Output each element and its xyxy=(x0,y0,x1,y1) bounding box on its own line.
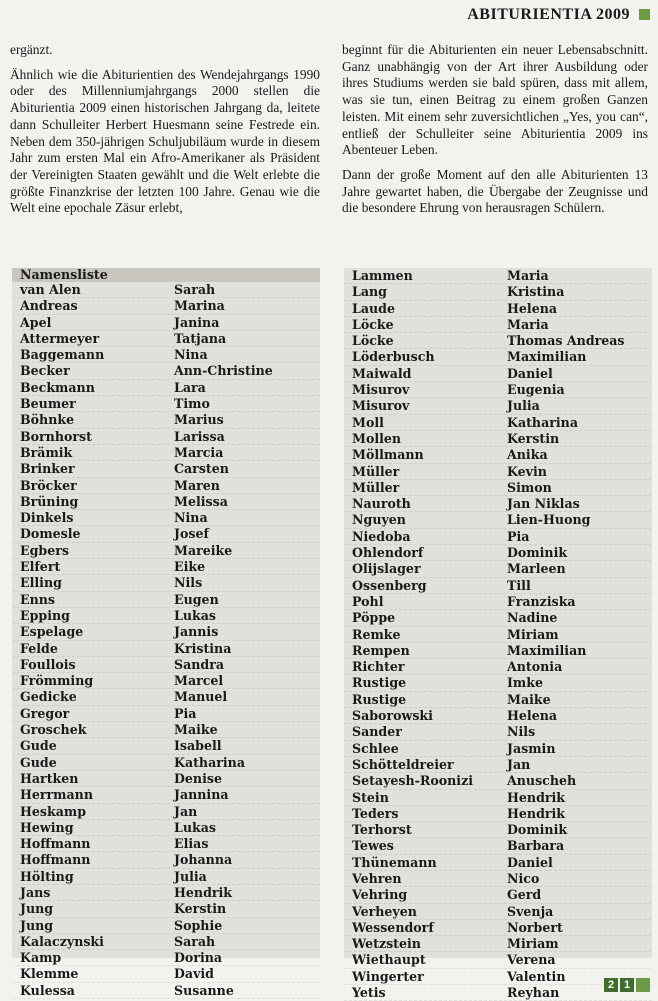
name-row xyxy=(344,398,652,414)
name-row xyxy=(12,412,320,428)
first-name: Denise xyxy=(174,770,222,786)
article-column-left xyxy=(10,42,320,225)
article-paragraph: beginnt für die Abiturienten ein neuer Lebensabschnitt. Ganz unabhängig von der Art ihrer Ausbildung oder ihres Studiums werden sie bald spüren, dass mit allem, was sie tun, einen Beitrag zu einem großen Ganzen leisten. Mit einem sehr zuversichtlichen „Yes, you can“, entließ der Schulleiter seine Abiturientia 2009 ins Abenteuer Leben. xyxy=(342,42,648,158)
first-name: Jan xyxy=(174,803,198,819)
name-row xyxy=(12,282,320,298)
name-row xyxy=(344,790,652,806)
name-row xyxy=(344,822,652,838)
first-name: Eugen xyxy=(174,591,219,607)
name-row xyxy=(344,317,652,333)
first-name: Hendrik xyxy=(174,884,233,900)
last-name: Gude xyxy=(20,738,57,754)
first-name: Johanna xyxy=(174,852,233,868)
name-row xyxy=(12,624,320,640)
name-row xyxy=(12,966,320,982)
last-name: Elfert xyxy=(20,559,61,575)
name-row xyxy=(12,363,320,379)
first-name: Valentin xyxy=(507,968,566,984)
last-name: Brämik xyxy=(20,444,73,460)
last-name: Lang xyxy=(352,284,387,300)
name-row xyxy=(344,887,652,903)
name-row xyxy=(12,543,320,559)
first-name: Carsten xyxy=(174,461,229,477)
name-row xyxy=(12,901,320,917)
last-name: Hoffmann xyxy=(20,852,91,868)
last-name: Felde xyxy=(20,640,58,656)
last-name: Stein xyxy=(352,789,389,805)
last-name: van Alen xyxy=(20,282,81,297)
first-name: Marius xyxy=(174,412,224,428)
first-name: Marcia xyxy=(174,444,224,460)
name-row xyxy=(12,657,320,673)
last-name: Maiwald xyxy=(352,365,412,381)
first-name: Reyhan xyxy=(507,985,560,1001)
first-name: Ann-Christine xyxy=(174,363,273,379)
last-name: Jans xyxy=(20,884,51,900)
name-row xyxy=(12,689,320,705)
name-row xyxy=(344,561,652,577)
first-name: Eugenia xyxy=(507,382,565,398)
last-name: Jung xyxy=(20,901,54,917)
first-name: Kevin xyxy=(507,463,547,479)
last-name: Pöppe xyxy=(352,610,396,626)
first-name: Sarah xyxy=(174,282,216,297)
name-row xyxy=(344,496,652,512)
first-name: Elias xyxy=(174,836,209,852)
name-row xyxy=(12,885,320,901)
first-name: Kristina xyxy=(174,640,232,656)
last-name: Brinker xyxy=(20,461,75,477)
last-name: Domesle xyxy=(20,526,81,542)
page-number-digit: 1 xyxy=(620,978,634,992)
first-name: Anuscheh xyxy=(507,773,577,789)
first-name: David xyxy=(174,966,214,982)
last-name: Apel xyxy=(20,314,52,330)
name-row xyxy=(12,836,320,852)
name-row xyxy=(12,347,320,363)
name-row xyxy=(12,869,320,885)
name-row xyxy=(12,608,320,624)
name-row xyxy=(344,349,652,365)
name-row xyxy=(12,755,320,771)
last-name: Moll xyxy=(352,414,384,430)
first-name: Sandra xyxy=(174,656,225,672)
header-title: ABITURIENTIA 2009 xyxy=(467,6,630,23)
last-name: Bornhorst xyxy=(20,428,92,444)
name-row xyxy=(344,741,652,757)
last-name: Müller xyxy=(352,463,400,479)
first-name: Kerstin xyxy=(174,901,227,917)
first-name: Susanne xyxy=(174,982,234,998)
last-name: Rustige xyxy=(352,691,407,707)
first-name: Marleen xyxy=(507,561,566,577)
last-name: Böhnke xyxy=(20,412,75,428)
last-name: Lammen xyxy=(352,268,413,283)
last-name: Terhorst xyxy=(352,822,412,838)
last-name: Becker xyxy=(20,363,70,379)
last-name: Ossenberg xyxy=(352,577,427,593)
first-name: Hendrik xyxy=(507,805,566,821)
first-name: Norbert xyxy=(507,919,563,935)
last-name: Hewing xyxy=(20,819,74,835)
last-name: Löcke xyxy=(352,316,394,332)
name-row xyxy=(12,852,320,868)
last-name: Misurov xyxy=(352,382,410,398)
name-row xyxy=(12,934,320,950)
first-name: Daniel xyxy=(507,854,553,870)
first-name: Tatjana xyxy=(174,330,227,346)
name-row xyxy=(12,950,320,966)
first-name: Jan xyxy=(507,756,531,772)
article-paragraph: Dann der große Moment auf den alle Abiturienten 13 Jahre gewartet haben, die Übergabe der Zeugnisse und die besondere Ehrung von herausragen Schülern. xyxy=(342,166,648,216)
last-name: Kamp xyxy=(20,950,62,966)
name-row xyxy=(344,333,652,349)
first-name: Nils xyxy=(507,724,536,740)
last-name: Wingerter xyxy=(352,968,424,984)
first-name: Nina xyxy=(174,347,208,363)
last-name: Möllmann xyxy=(352,447,424,463)
name-row xyxy=(12,331,320,347)
last-name: Saborowski xyxy=(352,708,433,724)
last-name: Wiethaupt xyxy=(352,952,426,968)
name-row xyxy=(12,380,320,396)
name-row xyxy=(344,594,652,610)
name-row xyxy=(12,315,320,331)
name-row xyxy=(344,545,652,561)
first-name: Sophie xyxy=(174,917,223,933)
last-name: Tewes xyxy=(352,838,394,854)
name-row xyxy=(344,838,652,854)
first-name: Maike xyxy=(174,722,218,738)
first-name: Kristina xyxy=(507,284,565,300)
last-name: Setayesh-Roonizi xyxy=(352,773,474,789)
first-name: Pia xyxy=(507,528,530,544)
name-row xyxy=(344,904,652,920)
last-name: Klemme xyxy=(20,966,79,982)
name-row xyxy=(344,773,652,789)
name-row xyxy=(12,804,320,820)
first-name: Verena xyxy=(507,952,556,968)
name-row xyxy=(12,706,320,722)
last-name: Schlee xyxy=(352,740,399,756)
page-number-digit: 2 xyxy=(604,978,618,992)
last-name: Beumer xyxy=(20,396,76,412)
name-row xyxy=(344,480,652,496)
name-row xyxy=(344,724,652,740)
last-name: Thünemann xyxy=(352,854,437,870)
first-name: Dorina xyxy=(174,950,223,966)
first-name: Nils xyxy=(174,575,203,591)
first-name: Marcel xyxy=(174,673,224,689)
name-row xyxy=(344,952,652,968)
first-name: Katharina xyxy=(507,414,578,430)
name-list-heading: Namensliste xyxy=(12,268,320,282)
name-row xyxy=(12,983,320,999)
first-name: Mareike xyxy=(174,542,233,558)
name-row xyxy=(344,578,652,594)
first-name: Maren xyxy=(174,477,220,493)
first-name: Julia xyxy=(507,398,540,414)
name-row xyxy=(344,659,652,675)
name-row xyxy=(344,920,652,936)
article-column-right xyxy=(342,42,648,225)
last-name: Gude xyxy=(20,754,57,770)
first-name: Maria xyxy=(507,268,549,283)
last-name: Sander xyxy=(352,724,402,740)
running-header xyxy=(0,0,658,30)
name-row xyxy=(12,461,320,477)
name-row xyxy=(12,673,320,689)
first-name: Jan Niklas xyxy=(507,496,580,512)
first-name: Lara xyxy=(174,379,206,395)
first-name: Miriam xyxy=(507,626,559,642)
last-name: Kulessa xyxy=(20,982,75,998)
last-name: Wessendorf xyxy=(352,919,434,935)
last-name: Nauroth xyxy=(352,496,411,512)
first-name: Lukas xyxy=(174,607,216,623)
article-paragraph: ergänzt. xyxy=(10,42,53,57)
first-name: Maximilian xyxy=(507,642,587,658)
name-row xyxy=(12,641,320,657)
last-name: Hartken xyxy=(20,770,79,786)
last-name: Gedicke xyxy=(20,689,77,705)
last-name: Verheyen xyxy=(352,903,417,919)
name-row xyxy=(12,510,320,526)
first-name: Maike xyxy=(507,691,551,707)
name-row xyxy=(344,675,652,691)
first-name: Helena xyxy=(507,300,558,316)
first-name: Helena xyxy=(507,708,558,724)
last-name: Brüning xyxy=(20,493,79,509)
last-name: Attermeyer xyxy=(20,330,100,346)
name-row xyxy=(344,366,652,382)
last-name: Ohlendorf xyxy=(352,545,424,561)
first-name: Imke xyxy=(507,675,543,691)
name-row xyxy=(12,559,320,575)
name-row xyxy=(344,855,652,871)
first-name: Lukas xyxy=(174,819,216,835)
last-name: Jung xyxy=(20,917,54,933)
last-name: Remke xyxy=(352,626,401,642)
last-name: Kalaczynski xyxy=(20,933,104,949)
first-name: Miriam xyxy=(507,936,559,952)
last-name: Misurov xyxy=(352,398,410,414)
last-name: Richter xyxy=(352,659,405,675)
last-name: Epping xyxy=(20,607,70,623)
first-name: Timo xyxy=(174,396,210,412)
page-number xyxy=(604,978,650,992)
name-row xyxy=(344,284,652,300)
first-name: Eike xyxy=(174,559,206,575)
last-name: Andreas xyxy=(20,298,78,314)
name-row xyxy=(12,526,320,542)
first-name: Antonia xyxy=(507,659,563,675)
name-row xyxy=(344,871,652,887)
last-name: Pohl xyxy=(352,593,384,609)
first-name: Marina xyxy=(174,298,225,314)
first-name: Dominik xyxy=(507,545,568,561)
first-name: Gerd xyxy=(507,887,542,903)
name-row xyxy=(12,396,320,412)
last-name: Gregor xyxy=(20,705,70,721)
last-name: Niedoba xyxy=(352,528,411,544)
first-name: Nina xyxy=(174,510,208,526)
last-name: Yetis xyxy=(352,985,386,1001)
last-name: Mollen xyxy=(352,430,402,446)
name-row xyxy=(344,447,652,463)
header-square-icon xyxy=(639,9,650,20)
last-name: Groschek xyxy=(20,722,87,738)
name-row xyxy=(344,610,652,626)
name-row xyxy=(12,429,320,445)
name-row xyxy=(344,692,652,708)
first-name: Dominik xyxy=(507,822,568,838)
name-row xyxy=(12,738,320,754)
last-name: Rustige xyxy=(352,675,407,691)
last-name: Baggemann xyxy=(20,347,105,363)
name-row xyxy=(344,415,652,431)
first-name: Jannina xyxy=(174,787,229,803)
last-name: Hölting xyxy=(20,868,74,884)
last-name: Vehren xyxy=(352,870,402,886)
first-name: Janina xyxy=(174,314,220,330)
last-name: Laude xyxy=(352,300,395,316)
last-name: Schötteldreier xyxy=(352,756,454,772)
name-row xyxy=(12,575,320,591)
name-row xyxy=(344,936,652,952)
name-row xyxy=(344,757,652,773)
name-row xyxy=(344,627,652,643)
name-row xyxy=(12,592,320,608)
first-name: Lien-Huong xyxy=(507,512,591,528)
last-name: Frömming xyxy=(20,673,94,689)
first-name: Josef xyxy=(174,526,209,542)
first-name: Julia xyxy=(174,868,207,884)
first-name: Maximilian xyxy=(507,349,587,365)
first-name: Manuel xyxy=(174,689,228,705)
article-paragraph: Ähnlich wie die Abiturientien des Wendejahrgangs 1990 oder des Millenniumjahrgangs 2000 stellen die Abiturientia 2009 einen historischen Jahrgang da, leitete dann Schulleiter Herbert Huesmann seine Festrede ein. Neben dem 350-jährigen Schuljubiläum wurde in diesem Jahr zum ersten Mal ein Afro-Amerikaner als Präsident der Vereinigten Staaten gewählt und die Welt erlebte die größte Finanzkrise der letzten 100 Jahre. Genau wie die Welt eine epochale Zäsur erlebt, xyxy=(10,66,320,216)
name-row xyxy=(12,494,320,510)
last-name: Foullois xyxy=(20,656,76,672)
name-row xyxy=(344,431,652,447)
first-name: Maria xyxy=(507,316,549,332)
first-name: Katharina xyxy=(174,754,245,770)
first-name: Isabell xyxy=(174,738,222,754)
name-row xyxy=(344,643,652,659)
name-row xyxy=(344,806,652,822)
last-name: Espelage xyxy=(20,624,84,640)
last-name: Elling xyxy=(20,575,62,591)
last-name: Teders xyxy=(352,805,399,821)
name-row xyxy=(12,787,320,803)
name-row xyxy=(344,268,652,284)
last-name: Rempen xyxy=(352,642,410,658)
name-row xyxy=(12,722,320,738)
name-row xyxy=(12,771,320,787)
last-name: Nguyen xyxy=(352,512,406,528)
first-name: Hendrik xyxy=(507,789,566,805)
name-row xyxy=(12,820,320,836)
first-name: Till xyxy=(507,577,531,593)
first-name: Jannis xyxy=(174,624,219,640)
last-name: Herrmann xyxy=(20,787,93,803)
first-name: Sarah xyxy=(174,933,216,949)
first-name: Nadine xyxy=(507,610,558,626)
first-name: Jasmin xyxy=(507,740,556,756)
first-name: Nico xyxy=(507,870,540,886)
name-row xyxy=(344,382,652,398)
first-name: Simon xyxy=(507,479,552,495)
page-square-icon xyxy=(636,978,650,992)
name-list-right xyxy=(344,268,652,1001)
last-name: Bröcker xyxy=(20,477,77,493)
name-row xyxy=(344,708,652,724)
first-name: Svenja xyxy=(507,903,554,919)
last-name: Beckmann xyxy=(20,379,95,395)
name-row xyxy=(344,529,652,545)
first-name: Daniel xyxy=(507,365,553,381)
last-name: Löderbusch xyxy=(352,349,435,365)
name-row xyxy=(344,464,652,480)
name-row xyxy=(12,918,320,934)
last-name: Vehring xyxy=(352,887,408,903)
last-name: Heskamp xyxy=(20,803,87,819)
first-name: Franziska xyxy=(507,593,576,609)
name-list-left xyxy=(12,267,320,998)
name-row xyxy=(12,478,320,494)
last-name: Hoffmann xyxy=(20,836,91,852)
last-name: Löcke xyxy=(352,333,394,349)
first-name: Kerstin xyxy=(507,430,560,446)
name-row xyxy=(344,512,652,528)
last-name: Müller xyxy=(352,479,400,495)
first-name: Larissa xyxy=(174,428,225,444)
last-name: Dinkels xyxy=(20,510,74,526)
first-name: Melissa xyxy=(174,493,228,509)
last-name: Wetzstein xyxy=(352,936,421,952)
first-name: Pia xyxy=(174,705,197,721)
name-row xyxy=(12,298,320,314)
last-name: Enns xyxy=(20,591,56,607)
first-name: Anika xyxy=(507,447,548,463)
name-row xyxy=(12,445,320,461)
last-name: Egbers xyxy=(20,542,69,558)
name-row xyxy=(344,301,652,317)
first-name: Thomas Andreas xyxy=(507,333,625,349)
last-name: Olijslager xyxy=(352,561,421,577)
first-name: Barbara xyxy=(507,838,565,854)
